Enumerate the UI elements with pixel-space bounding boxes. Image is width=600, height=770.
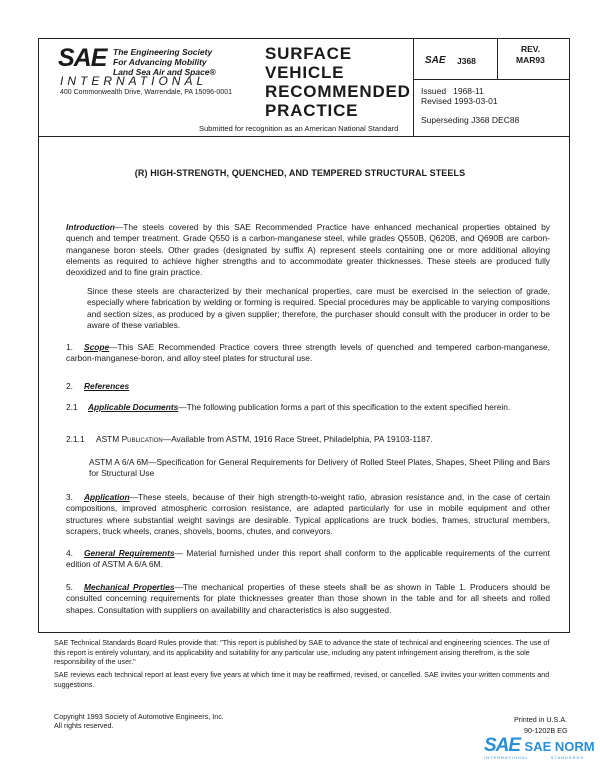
intro-text: —The steels covered by this SAE Recommended Practice have enhanced mechanical properties obtained by quench and temper treatment. Grade Q550 is a carbon-manganese steel, while grades Q550B, Q620B, and Q690B are carbon-manganese boron steels. Other grades (designated by suffix A) represent steels containing one or more additional alloying elements as required to achieve higher strengths and to accommodate greater thicknesses. These steels are produced fully deoxidized and to fine grain practice. xyxy=(66,222,550,278)
section-4-number: 4. xyxy=(66,548,73,558)
header-divider xyxy=(38,136,569,137)
doc-number: J368 xyxy=(457,56,476,66)
section-5 xyxy=(66,582,550,616)
watermark-sub-1: INTERNATIONAL xyxy=(484,755,529,760)
address: 400 Commonwealth Drive, Warrendale, PA 15096-0001 xyxy=(60,89,232,96)
doc-type-line-1: SURFACE xyxy=(265,44,352,63)
tagline xyxy=(113,47,216,77)
header-vdivider xyxy=(413,38,414,136)
section-2 xyxy=(66,381,550,392)
section-2-1-number: 2.1 xyxy=(66,402,78,412)
copyright: Copyright 1993 Society of Automotive Engineers, Inc. xyxy=(54,712,224,721)
section-2-1 xyxy=(66,402,550,413)
section-3 xyxy=(66,492,550,537)
doc-code: 90-1202B EG xyxy=(524,726,568,735)
review-note: SAE reviews each technical report at least every five years at which time it may be reaffirmed, revised, or cancelled. SAE invites your written comments and suggestions. xyxy=(54,670,550,689)
issued-date: Issued 1968-11 xyxy=(421,86,484,96)
watermark-logo-icon: SAE xyxy=(484,735,521,756)
section-2-1-heading: Applicable Documents xyxy=(88,402,179,412)
doc-sae-logo: SAE xyxy=(425,55,446,66)
section-1-text: —This SAE Recommended Practice covers three strength levels of quenched and tempered carbon-manganese, carbon-manganese-boron, and alloy steel plates for structural use. xyxy=(66,342,550,364)
printed-in: Printed in U.S.A. xyxy=(514,715,568,724)
submitted-note: Submitted for recognition as an American National Standard xyxy=(199,124,399,133)
header-hdivider xyxy=(413,79,569,80)
tagline-line-3: Land Sea Air and Space® xyxy=(113,67,216,77)
doc-type-line-4: PRACTICE xyxy=(265,101,359,120)
section-4-text: — Material furnished under this report shall conform to the applicable requirements of the current edition of ASTM A 6/A 6M. xyxy=(66,548,550,570)
section-2-heading: References xyxy=(84,381,130,391)
section-4-heading: General Requirements xyxy=(84,548,175,558)
section-4 xyxy=(66,548,550,571)
section-1-number: 1. xyxy=(66,342,73,352)
document-type xyxy=(265,44,411,120)
astm-reference: ASTM A 6/A 6M—Specification for General Requirements for Delivery of Rolled Steel Plates, Shapes, Sheet Piling and Bars for Structural Use xyxy=(89,457,550,479)
rev-label: REV. xyxy=(521,44,541,54)
revised-date: Revised 1993-03-01 xyxy=(421,96,498,106)
section-2-number: 2. xyxy=(66,381,73,391)
watermark-sub-2: STANDARDS xyxy=(550,755,585,760)
section-3-text: —These steels, because of their high strength-to-weight ratio, abrasion resistance and, in the case of certain compositions, improved atmospheric corrosion resistance, are adapted particularly for use in mobile equipment and other structures where substantial weight savings are desirable. Typical applications are truck bodies, frames, structural members, scrapers, truck wheels, cranes, shovels, booms, chutes, and conveyors. xyxy=(66,492,550,536)
section-2-1-text: —The following publication forms a part of this specification to the extent specified herein. xyxy=(178,402,511,412)
header-rev-divider xyxy=(497,38,498,79)
document-title: (R) HIGH-STRENGTH, QUENCHED, AND TEMPERED STRUCTURAL STEELS xyxy=(134,168,466,178)
section-5-number: 5. xyxy=(66,582,73,592)
superseding: Superseding J368 DEC88 xyxy=(421,115,520,125)
section-3-heading: Application xyxy=(84,492,130,502)
section-3-number: 3. xyxy=(66,492,73,502)
intro-paragraph xyxy=(66,222,550,278)
doc-type-line-2: VEHICLE xyxy=(265,63,345,82)
watermark-sub xyxy=(484,755,595,760)
rights-reserved: All rights reserved. xyxy=(54,721,114,730)
section-2-1-1-heading: ASTM Publication xyxy=(96,434,163,444)
doc-type-line-3: RECOMMENDED xyxy=(265,82,411,101)
section-5-heading: Mechanical Properties xyxy=(84,582,175,592)
section-2-1-1-number: 2.1.1 xyxy=(66,434,85,444)
section-2-1-1-text: —Available from ASTM, 1916 Race Street, Philadelphia, PA 19103-1187. xyxy=(162,434,433,444)
watermark-text: SAE NORM xyxy=(524,739,595,754)
section-2-1-1 xyxy=(66,434,550,445)
section-1-heading: Scope xyxy=(84,342,110,352)
sae-norm-watermark xyxy=(484,735,595,760)
rules-note: SAE Technical Standards Board Rules provide that: "This report is published by SAE to advance the state of technical and engineering sciences. The use of this report is entirely voluntary, and its applicability and suitability for any particular use, including any patent infringement arising therefrom, is the sole responsibility of the user." xyxy=(54,638,550,666)
rev-value: MAR93 xyxy=(516,55,545,65)
international-label: INTERNATIONAL xyxy=(60,74,208,88)
sae-logo: SAE xyxy=(58,44,107,72)
tagline-line-2: For Advancing Mobility xyxy=(113,57,207,67)
intro-paragraph-2: Since these steels are characterized by their mechanical properties, care must be exercised in the selection of grade, especially where fabrication by welding or forming is required. Special procedures may be applicable to varying compositions and section sizes, as produced by a given supplier; therefore, the purchaser should consult with the producer in order to be aware of these variables. xyxy=(87,286,550,330)
tagline-line-1: The Engineering Society xyxy=(113,47,213,57)
section-1 xyxy=(66,342,550,365)
section-5-text: —The mechanical properties of these steels shall be as shown in Table 1. Producers should be consulted concerning requirements for plate thicknesses greater than those shown in the table and for all sheets and rolled shapes. Consultation with suppliers on availability and characteristics is also suggested. xyxy=(66,582,550,615)
intro-heading: Introduction xyxy=(66,222,115,232)
